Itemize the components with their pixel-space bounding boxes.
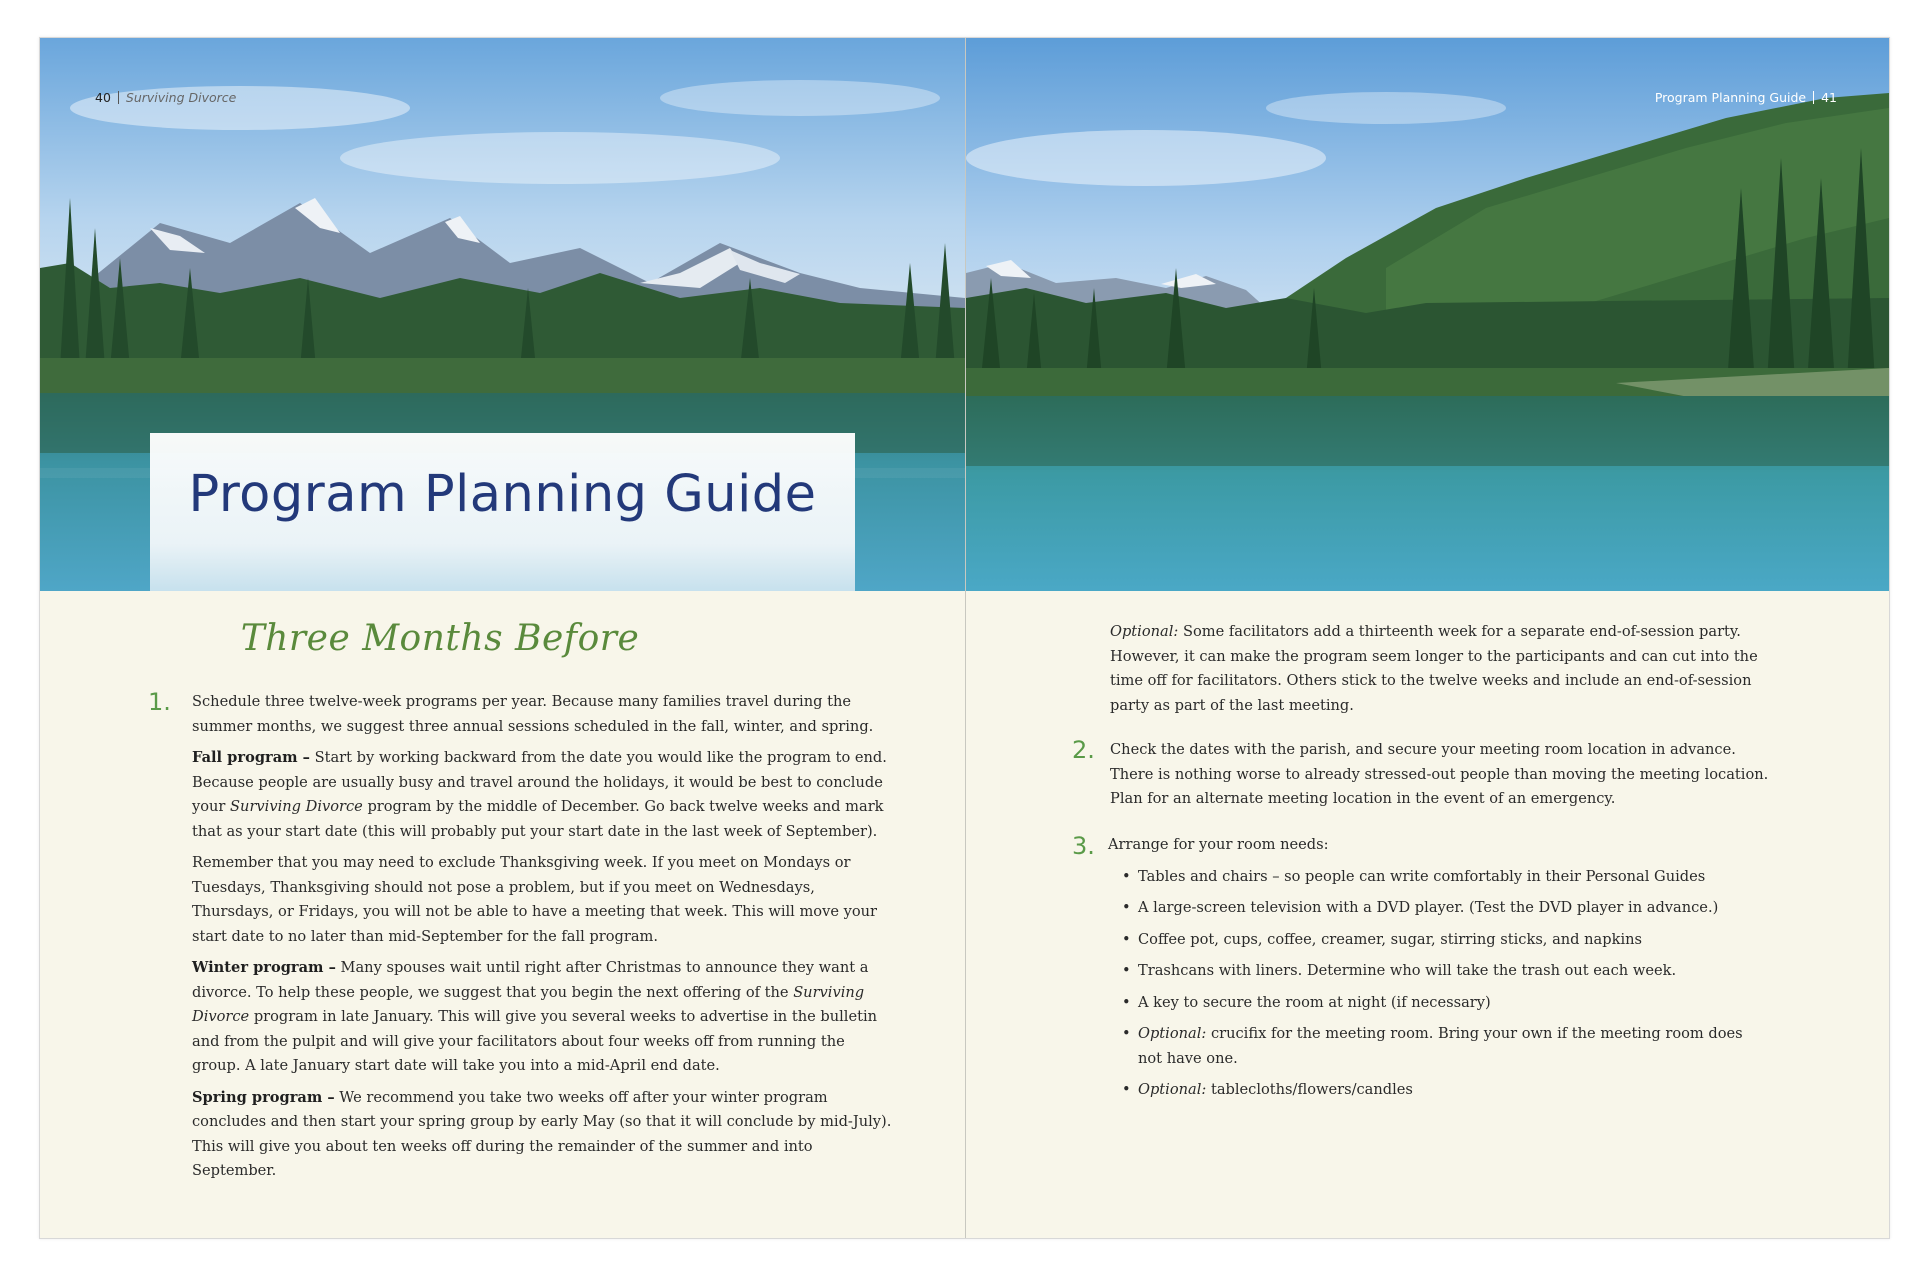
page-folio-right	[1655, 90, 1837, 105]
list-item	[1116, 991, 1768, 1016]
winter-text-b: program in late January. This will give you several weeks to advertise in the bulletin and from the pulpit and will give your facilitators about four weeks off from running the group. A late January start date will take you into a mid-April end date.	[192, 1008, 878, 1074]
bullet-text: tablecloths/flowers/candles	[1206, 1081, 1413, 1098]
list-item	[1116, 896, 1768, 921]
bullet-text: Coffee pot, cups, coffee, creamer, sugar, stirring sticks, and napkins	[1138, 930, 1643, 948]
spine-gutter	[965, 38, 966, 1238]
list-item	[1116, 865, 1768, 890]
bullet-text: Tables and chairs – so people can write comfortably in their Personal Guides	[1138, 867, 1706, 885]
winter-text-a: Many spouses wait until right after Christmas to announce they want a divorce. To help these people, we suggest that you begin the next offering of the	[192, 959, 869, 1001]
fall-program-paragraph	[192, 746, 892, 844]
item-3-body	[1108, 833, 1768, 1110]
spring-program-label: Spring program –	[192, 1088, 335, 1106]
item-2-text: Check the dates with the parish, and secure your meeting room location in advance. There is nothing worse to already stressed-out people than moving the meeting location. Plan for an alternate meeting location in the event of an emergency.	[1110, 741, 1769, 807]
page-folio-left	[95, 90, 236, 105]
list-number-2: 2.	[1072, 736, 1095, 764]
winter-italic-title: Surviving Divorce	[192, 983, 865, 1025]
list-item	[1116, 959, 1768, 984]
page-number: 41	[1821, 90, 1837, 105]
right-page	[966, 38, 1889, 1238]
fall-italic-title: Surviving Divorce	[230, 798, 363, 815]
optional-note-paragraph	[1110, 620, 1770, 718]
bullet-italic: Optional:	[1138, 1081, 1207, 1098]
optional-label: Optional:	[1110, 623, 1179, 640]
spring-program-paragraph	[192, 1086, 892, 1184]
list-number-3: 3.	[1072, 832, 1095, 860]
item-1-body	[192, 690, 892, 1191]
book-spread	[39, 37, 1890, 1239]
section-heading: Three Months Before	[240, 618, 640, 659]
room-needs-list	[1116, 865, 1768, 1103]
bullet-text: Trashcans with liners. Determine who will take the trash out each week.	[1138, 962, 1677, 979]
fall-text-b: program by the middle of December. Go back twelve weeks and mark that as your start date (this will probably put your start date in the last week of September).	[192, 798, 884, 840]
optional-text: Some facilitators add a thirteenth week for a separate end-of-session party. However, it can make the program seem longer to the participants and can cut into the time off for facilitators. Others stick to the twelve weeks and include an end-of-session party as part of the last meeting.	[1110, 623, 1758, 714]
bullet-text: crucifix for the meeting room. Bring your own if the meeting room does not have one.	[1138, 1025, 1743, 1067]
list-item	[1116, 928, 1768, 953]
optional-note	[1110, 620, 1770, 725]
item-2-body	[1110, 738, 1770, 819]
page-title: Program Planning Guide	[188, 465, 817, 524]
book-title: Surviving Divorce	[125, 90, 237, 105]
item-1-intro: Schedule three twelve-week programs per year. Because many families travel during the summer months, we suggest three annual sessions scheduled in the fall, winter, and spring.	[192, 693, 874, 735]
running-title: Program Planning Guide	[1654, 90, 1807, 105]
folio-divider	[1813, 91, 1814, 104]
bullet-text: A large-screen television with a DVD player. (Test the DVD player in advance.)	[1138, 899, 1719, 916]
winter-program-label: Winter program –	[192, 959, 336, 976]
page-number: 40	[95, 90, 111, 105]
folio-divider	[118, 91, 119, 104]
item-3-intro: Arrange for your room needs:	[1108, 836, 1329, 853]
fall-program-label: Fall program –	[192, 749, 310, 766]
fall-text-a: Start by working backward from the date you would like the program to end. Because people are usually busy and travel around the holidays, it would be best to conclude your	[192, 749, 887, 815]
title-box	[150, 433, 855, 591]
bullet-text: A key to secure the room at night (if necessary)	[1138, 993, 1491, 1011]
list-number-1: 1.	[148, 688, 171, 716]
list-item	[1116, 1022, 1768, 1071]
left-page	[40, 38, 965, 1238]
bullet-italic: Optional:	[1138, 1025, 1207, 1042]
winter-program-paragraph	[192, 956, 892, 1079]
list-item	[1116, 1078, 1768, 1103]
mountain-lake-photo-right	[966, 38, 1889, 591]
thanksgiving-paragraph: Remember that you may need to exclude Thanksgiving week. If you meet on Mondays or Tuesdays, Thanksgiving should not pose a problem, but if you meet on Wednesdays, Thursdays, or Fridays, you will not be able to have a meeting that week. This will move your start date to no later than mid-September for the fall program.	[192, 854, 878, 945]
spring-text: We recommend you take two weeks off after your winter program concludes and then start your spring group by early May (so that it will conclude by mid-July). This will give you about ten weeks off during the remainder of the summer and into September.	[192, 1088, 892, 1179]
